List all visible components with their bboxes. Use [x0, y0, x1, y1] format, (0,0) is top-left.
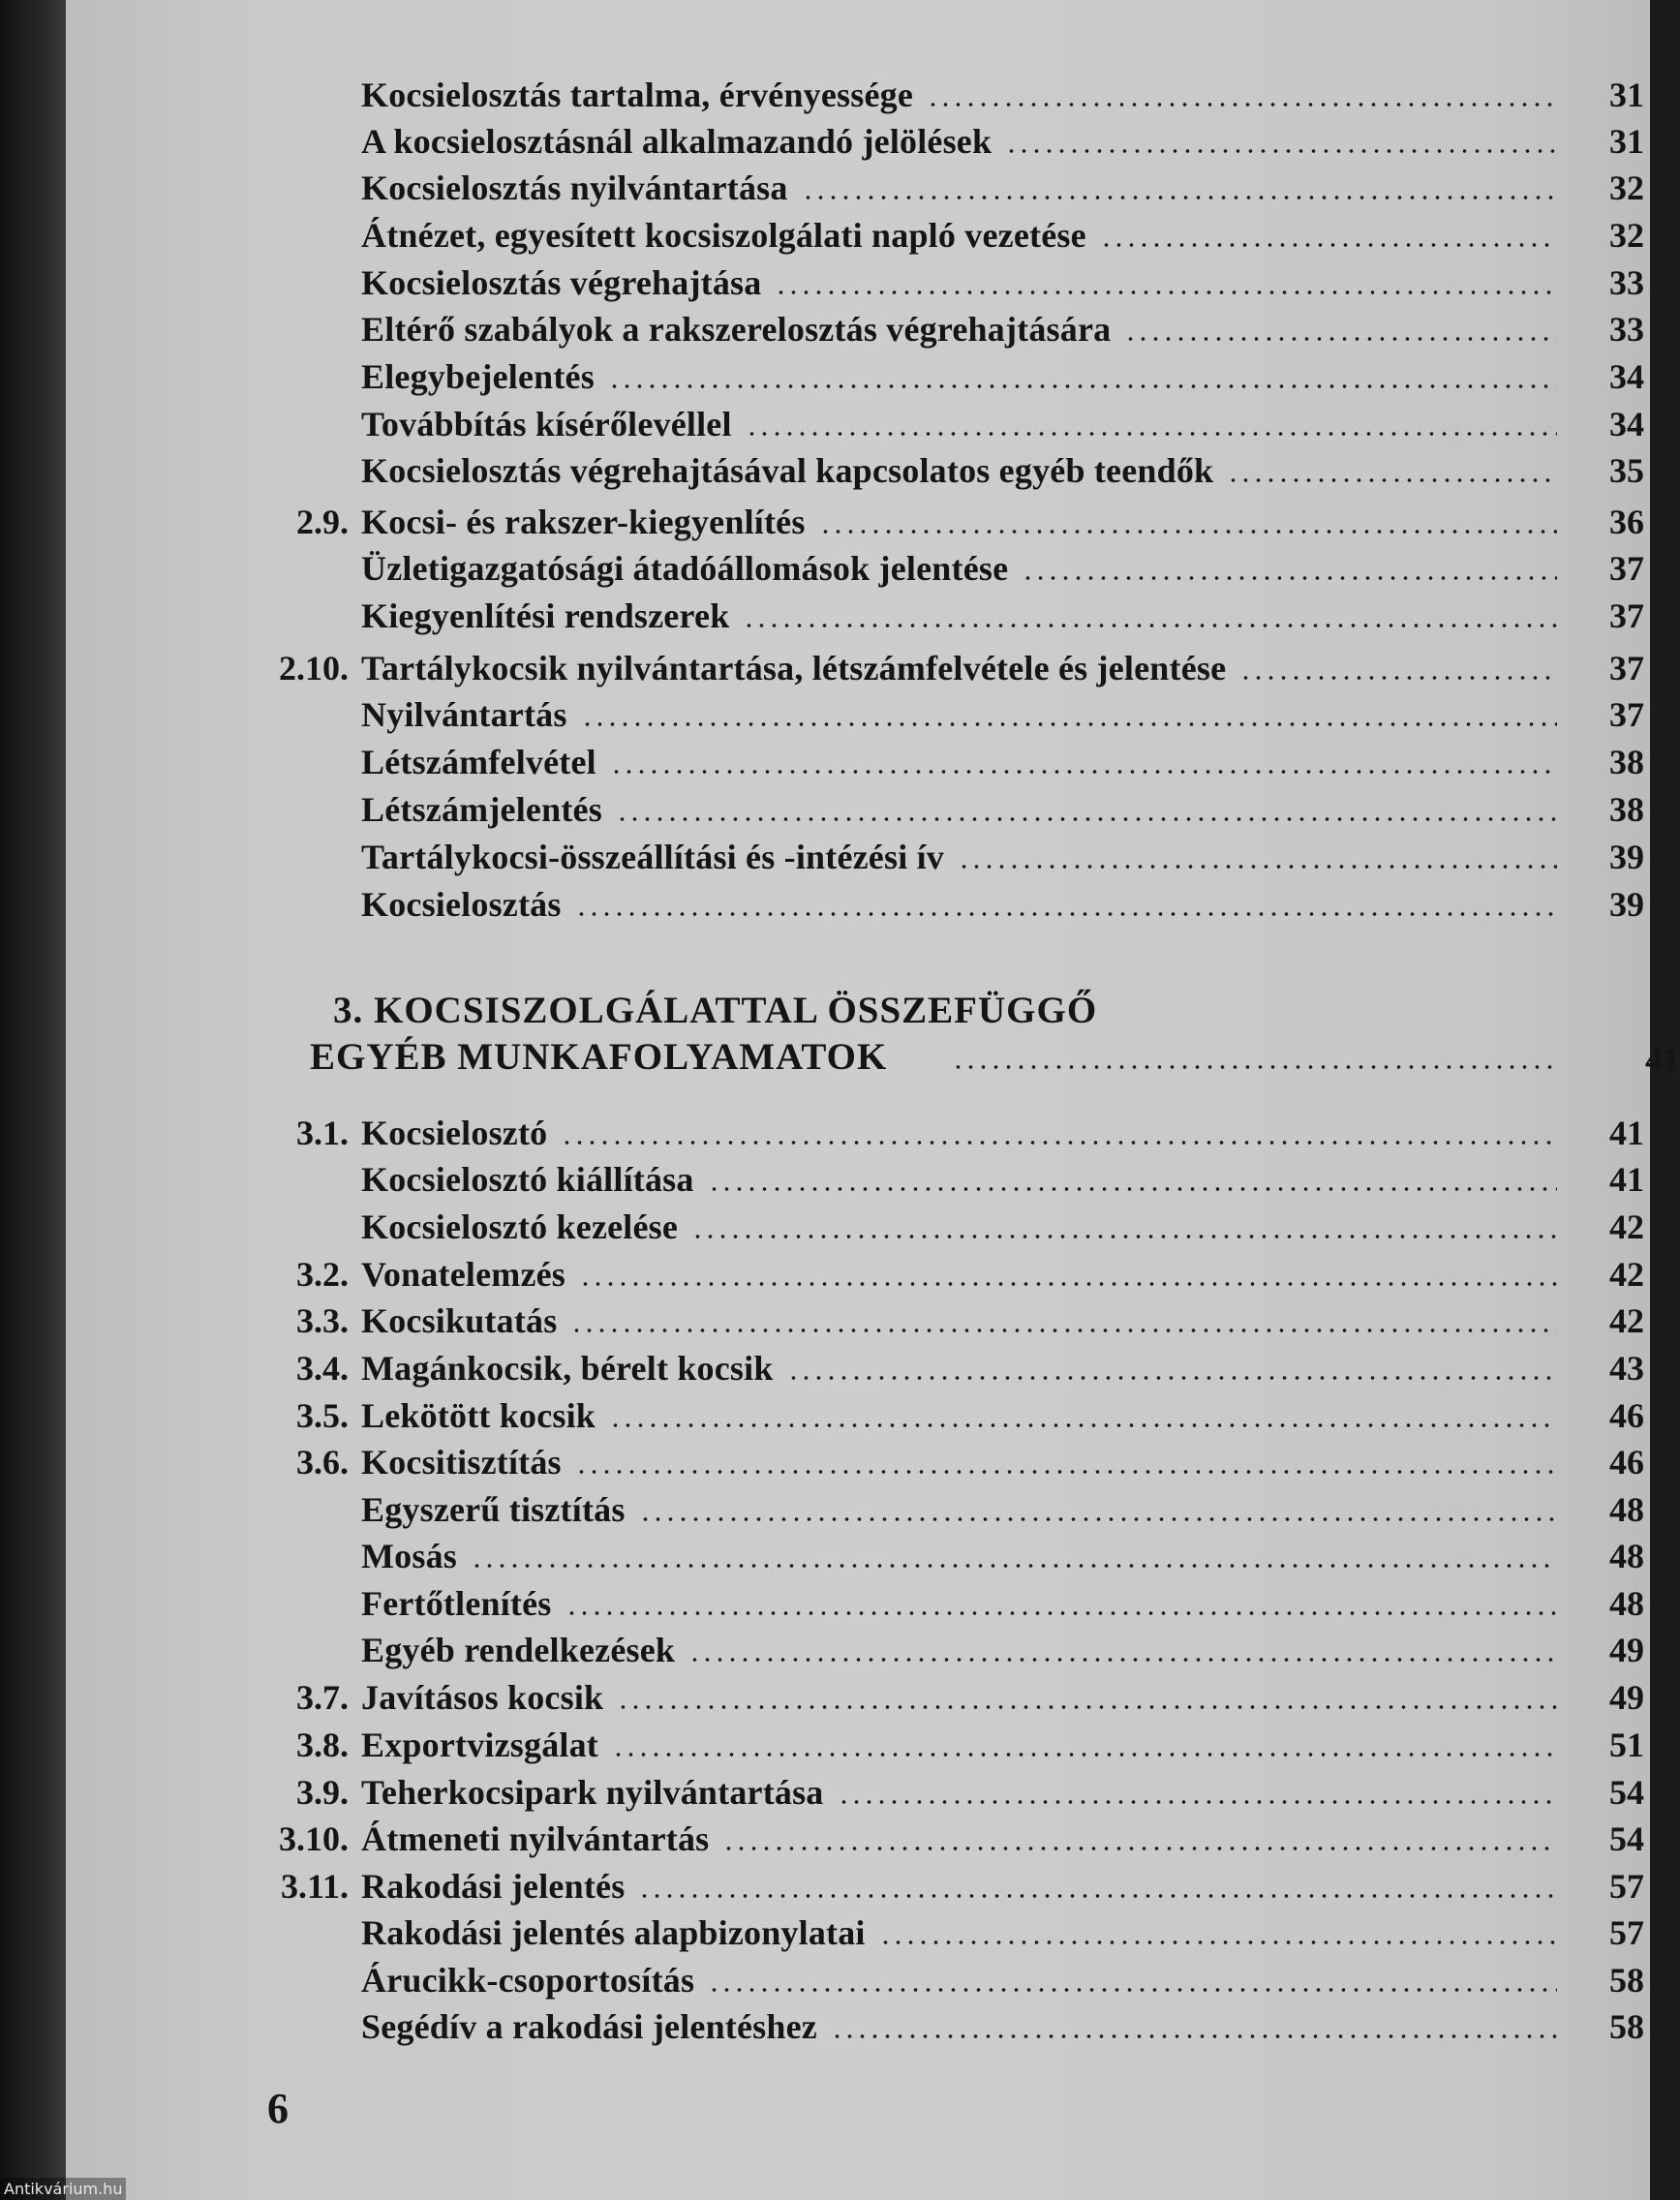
toc-entry [66, 1957, 1650, 2003]
toc-entry-label: Átmeneti nyilvántartás [361, 1819, 710, 1858]
toc-entry-page: 35 [1609, 451, 1644, 490]
toc-entry-page: 41 [1609, 1114, 1644, 1152]
toc-entry [66, 1251, 1650, 1298]
toc-entry [66, 593, 1650, 639]
toc-entry-number: 3.10. [279, 1819, 349, 1858]
toc-leader-dots [609, 1392, 1557, 1439]
toc-leader-dots [743, 593, 1557, 639]
toc-entry-number: 3.6. [296, 1443, 349, 1482]
toc-entry [66, 1533, 1650, 1579]
toc-leader-dots [1227, 447, 1557, 494]
toc-entry [66, 2003, 1650, 2050]
toc-entry-label: Nyilvántartás [361, 695, 567, 734]
toc-entry [66, 1816, 1650, 1862]
toc-entry-label: Mosás [361, 1537, 457, 1575]
toc-entry-label: Magánkocsik, bérelt kocsik [361, 1349, 774, 1388]
toc-leader-dots [775, 260, 1557, 306]
toc-entry-page: 54 [1609, 1773, 1644, 1812]
chapter-heading-line1: 3. KOCSISZOLGÁLATTAL ÖSSZEFÜGGŐ [333, 990, 1098, 1031]
toc-entry-label: Kocsitisztítás [361, 1443, 562, 1482]
toc-leader-dots [802, 165, 1557, 211]
toc-entry-label: Javításos kocsik [361, 1678, 604, 1717]
toc-entry-label: Kocsielosztás tartalma, érvényessége [361, 76, 914, 114]
toc-entry [66, 212, 1650, 259]
toc-leader-dots [787, 1345, 1557, 1391]
toc-entry-page: 57 [1609, 1867, 1644, 1906]
toc-entry-label: Rakodási jelentés [361, 1867, 626, 1906]
toc-entry-label: Kocsielosztó [361, 1114, 548, 1152]
toc-entry-label: Kocsikutatás [361, 1301, 558, 1340]
toc-entry [66, 1486, 1650, 1533]
toc-leader-dots [471, 1533, 1557, 1579]
toc-entry [66, 1156, 1650, 1203]
toc-entry-label: Lekötött kocsik [361, 1396, 596, 1435]
toc-entry-label: Árucikk-csoportosítás [361, 1961, 695, 2000]
toc-entry-page: 38 [1609, 790, 1644, 829]
watermark: Antikvárium.hu [0, 2178, 126, 2200]
toc-entry [66, 499, 1650, 545]
toc-leader-dots [565, 1580, 1557, 1627]
toc-entry [66, 1580, 1650, 1627]
document-page [66, 0, 1680, 2200]
toc-entry-label: Elegybejelentés [361, 357, 595, 396]
chapter-heading-line2: EGYÉB MUNKAFOLYAMATOK [310, 1036, 888, 1078]
toc-leader-dots [575, 1439, 1557, 1485]
toc-entry-label: Teherkocsipark nyilvántartása [361, 1773, 824, 1812]
toc-entry-page: 58 [1609, 2007, 1644, 2046]
toc-entry-page: 33 [1609, 310, 1644, 349]
toc-entry [66, 786, 1650, 833]
toc-entry [66, 645, 1650, 691]
toc-entry-page: 39 [1609, 838, 1644, 876]
toc-entry [66, 1863, 1650, 1910]
toc-entry-page: 37 [1609, 549, 1644, 588]
toc-entry [66, 1722, 1650, 1768]
toc-leader-dots [819, 499, 1557, 545]
toc-entry [66, 1439, 1650, 1485]
toc-entry-page: 41 [1609, 1160, 1644, 1199]
toc-leader-dots [746, 401, 1557, 447]
toc-leader-dots [1124, 306, 1557, 352]
toc-entry-page: 42 [1609, 1207, 1644, 1246]
toc-entry-label: Eltérő szabályok a rakszerelosztás végrehajtására [361, 310, 1112, 349]
toc-entry [66, 118, 1650, 165]
chapter-heading-leader [952, 1034, 1552, 1081]
toc-entry-number: 3.1. [296, 1114, 349, 1152]
toc-entry-label: Egyéb rendelkezések [361, 1631, 676, 1669]
toc-entry [66, 1627, 1650, 1673]
toc-entry-label: Kocsielosztó kiállítása [361, 1160, 694, 1199]
toc-entry-label: Kocsielosztás nyilvántartása [361, 168, 788, 207]
toc-entry-label: Kocsielosztás [361, 885, 562, 924]
toc-entry-label: Exportvizsgálat [361, 1726, 598, 1764]
toc-entry-label: Egyszerű tisztítás [361, 1490, 626, 1529]
toc-entry-page: 42 [1609, 1301, 1644, 1340]
chapter-heading-page: 41 [1645, 1040, 1680, 1079]
toc-entry-number: 3.7. [296, 1678, 349, 1717]
toc-entry-label: Létszámfelvétel [361, 743, 596, 781]
toc-entry-number: 2.10. [279, 649, 349, 688]
toc-leader-dots [610, 739, 1557, 785]
toc-entry-number: 3.3. [296, 1301, 349, 1340]
toc-entry-page: 36 [1609, 503, 1644, 541]
toc-entry-page: 43 [1609, 1349, 1644, 1388]
toc-entry-page: 46 [1609, 1396, 1644, 1435]
toc-entry-page: 49 [1609, 1678, 1644, 1717]
toc-entry [66, 401, 1650, 447]
toc-entry-label: Átnézet, egyesített kocsiszolgálati napló vezetése [361, 216, 1086, 255]
toc-leader-dots [608, 353, 1557, 400]
toc-entry-number: 3.8. [296, 1726, 349, 1764]
toc-leader-dots [575, 881, 1557, 928]
toc-entry-page: 37 [1609, 649, 1644, 688]
toc-leader-dots [639, 1486, 1557, 1533]
toc-leader-dots [612, 1722, 1557, 1768]
toc-entry-page: 37 [1609, 596, 1644, 635]
toc-entry [66, 1204, 1650, 1250]
toc-entry [66, 1345, 1650, 1391]
toc-entry-page: 33 [1609, 263, 1644, 302]
toc-entry-label: Továbbítás kísérőlevéllel [361, 405, 732, 443]
toc-entry-label: Kocsielosztó kezelése [361, 1207, 679, 1246]
toc-leader-dots [561, 1110, 1557, 1156]
toc-entry-page: 48 [1609, 1490, 1644, 1529]
toc-entry [66, 72, 1650, 118]
toc-entry [66, 691, 1650, 738]
toc-entry-number: 3.9. [296, 1773, 349, 1812]
toc-leader-dots [638, 1863, 1557, 1910]
toc-entry-page: 42 [1609, 1255, 1644, 1294]
toc-leader-dots [617, 1674, 1557, 1721]
toc-leader-dots [708, 1957, 1557, 2003]
toc-entry [66, 1392, 1650, 1439]
toc-entry-label: A kocsielosztásnál alkalmazandó jelölések [361, 122, 993, 161]
toc-leader-dots [838, 1769, 1557, 1816]
toc-leader-dots [1022, 545, 1557, 592]
toc-leader-dots [831, 2003, 1557, 2050]
toc-entry-page: 32 [1609, 216, 1644, 255]
toc-entry [66, 353, 1650, 400]
toc-entry-page: 34 [1609, 357, 1644, 396]
toc-entry-label: Kocsi- és rakszer-kiegyenlítés [361, 503, 806, 541]
toc-entry-page: 49 [1609, 1631, 1644, 1669]
toc-entry [66, 545, 1650, 592]
book-spine [0, 0, 66, 2200]
toc-entry [66, 165, 1650, 211]
toc-leader-dots [1239, 645, 1557, 691]
toc-entry-page: 58 [1609, 1961, 1644, 2000]
toc-entry-label: Tartálykocsi-összeállítási és -intézési ív [361, 838, 944, 876]
page-number: 6 [267, 2085, 289, 2132]
toc-entry-label: Létszámjelentés [361, 790, 602, 829]
toc-entry-number: 3.4. [296, 1349, 349, 1388]
toc-entry-page: 51 [1609, 1726, 1644, 1764]
toc-entry [66, 447, 1650, 494]
toc-entry-label: Tartálykocsik nyilvántartása, létszámfelvétele és jelentése [361, 649, 1227, 688]
toc-entry [66, 834, 1650, 880]
toc-entry-page: 54 [1609, 1819, 1644, 1858]
toc-entry-page: 48 [1609, 1537, 1644, 1575]
toc-leader-dots [1100, 212, 1557, 259]
toc-entry-label: Kocsielosztás végrehajtása [361, 263, 762, 302]
toc-entry-page: 39 [1609, 885, 1644, 924]
toc-entry [66, 1910, 1650, 1956]
toc-entry-label: Kocsielosztás végrehajtásával kapcsolatos egyéb teendők [361, 451, 1214, 490]
toc-leader-dots [927, 72, 1557, 118]
toc-entry-page: 57 [1609, 1913, 1644, 1952]
toc-entry-number: 3.5. [296, 1396, 349, 1435]
toc-leader-dots [958, 834, 1557, 880]
toc-entry [66, 1110, 1650, 1156]
toc-entry-page: 38 [1609, 743, 1644, 781]
toc-leader-dots [879, 1910, 1557, 1956]
toc-leader-dots [708, 1156, 1557, 1203]
toc-entry-label: Fertőtlenítés [361, 1584, 552, 1623]
toc-entry-label: Vonatelemzés [361, 1255, 566, 1294]
toc-leader-dots [688, 1627, 1557, 1673]
toc-leader-dots [1005, 118, 1557, 165]
toc-entry-page: 34 [1609, 405, 1644, 443]
toc-entry [66, 1769, 1650, 1816]
toc-leader-dots [579, 1251, 1557, 1298]
toc-entry-label: Segédív a rakodási jelentéshez [361, 2007, 817, 2046]
toc-entry-number: 2.9. [296, 503, 349, 541]
toc-entry-page: 48 [1609, 1584, 1644, 1623]
toc-entry-page: 32 [1609, 168, 1644, 207]
toc-entry-number: 3.2. [296, 1255, 349, 1294]
toc-entry-page: 46 [1609, 1443, 1644, 1482]
toc-leader-dots [691, 1204, 1557, 1250]
toc-entry [66, 881, 1650, 928]
toc-entry-label: Üzletigazgatósági átadóállomások jelentése [361, 549, 1009, 588]
toc-leader-dots [570, 1298, 1557, 1344]
toc-entry-page: 31 [1609, 122, 1644, 161]
toc-entry [66, 1674, 1650, 1721]
toc-entry-page: 31 [1609, 76, 1644, 114]
toc-entry [66, 739, 1650, 785]
toc-entry-page: 37 [1609, 695, 1644, 734]
toc-entry-number: 3.11. [280, 1867, 349, 1906]
toc-entry-label: Rakodási jelentés alapbizonylatai [361, 1913, 866, 1952]
toc-entry [66, 306, 1650, 352]
toc-leader-dots [722, 1816, 1557, 1862]
toc-entry [66, 260, 1650, 306]
toc-leader-dots [616, 786, 1557, 833]
toc-entry-label: Kiegyenlítési rendszerek [361, 596, 730, 635]
toc-leader-dots [581, 691, 1557, 738]
toc-entry [66, 1298, 1650, 1344]
